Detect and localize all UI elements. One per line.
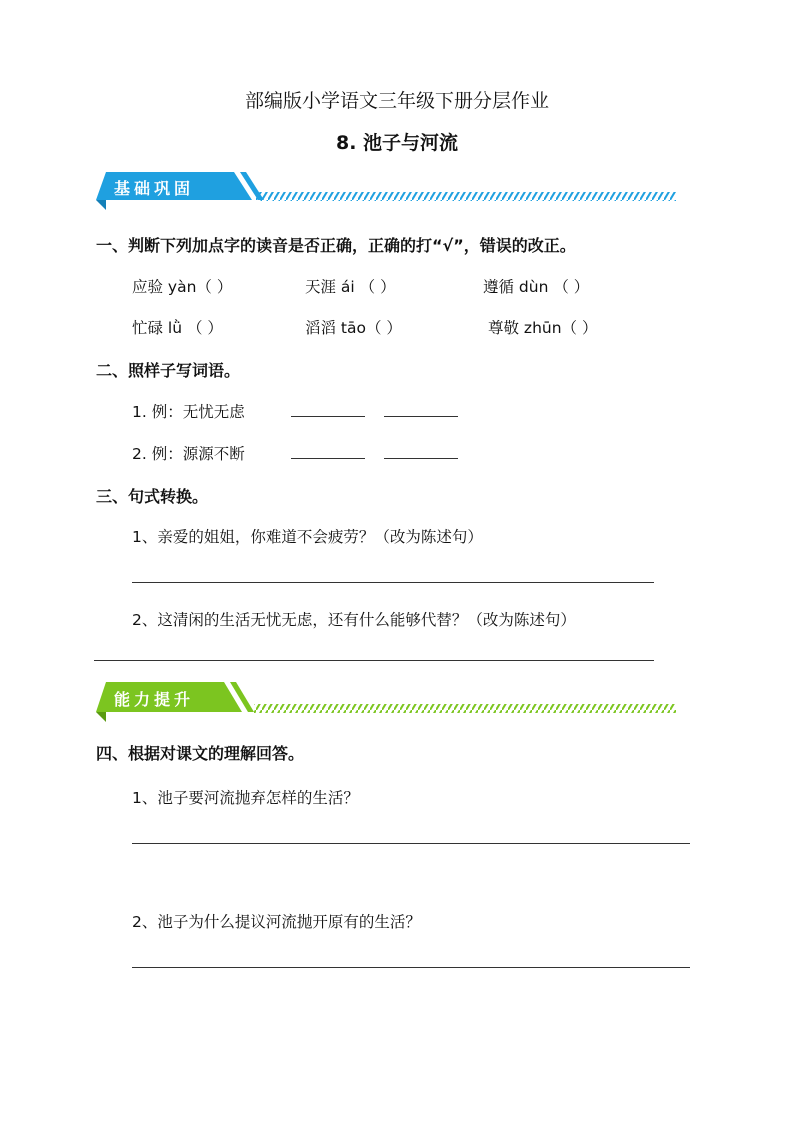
pinyin-item: 遵循 dùn （ ） xyxy=(483,278,590,296)
word-example-2: 2. 例：源源不断 xyxy=(132,445,245,463)
comprehension-item-2: 2、池子为什么提议河流抛开原有的生活？ xyxy=(132,913,421,931)
question-4-heading: 四、根据对课文的理解回答。 xyxy=(96,744,305,763)
pinyin-item: 应验 yàn（ ） xyxy=(132,278,233,296)
pinyin-item: 忙碌 lǜ （ ） xyxy=(132,319,223,337)
answer-blank[interactable] xyxy=(291,458,365,459)
answer-blank[interactable] xyxy=(384,458,458,459)
section-label-basic: 基础巩固 xyxy=(114,179,195,198)
answer-line[interactable] xyxy=(94,660,654,661)
section-banner-advanced xyxy=(94,680,684,724)
answer-line[interactable] xyxy=(132,582,654,583)
answer-blank[interactable] xyxy=(291,416,365,417)
sentence-item-1: 1、亲爱的姐姐，你难道不会疲劳？（改为陈述句） xyxy=(132,528,483,546)
section-label-advanced: 能力提升 xyxy=(114,690,195,709)
pinyin-item: 尊敬 zhūn（ ） xyxy=(488,319,598,337)
word-example-1: 1. 例：无忧无虑 xyxy=(132,403,245,421)
question-3-heading: 三、句式转换。 xyxy=(96,487,209,506)
answer-blank[interactable] xyxy=(384,416,458,417)
section-banner-basic xyxy=(94,170,684,214)
pinyin-item: 滔滔 tāo（ ） xyxy=(305,319,402,337)
sentence-item-2: 2、这清闲的生活无忧无虑，还有什么能够代替？（改为陈述句） xyxy=(132,611,576,629)
comprehension-item-1: 1、池子要河流抛弃怎样的生活？ xyxy=(132,789,359,807)
answer-line[interactable] xyxy=(132,843,690,844)
question-1-heading: 一、判断下列加点字的读音是否正确，正确的打“√”，错误的改正。 xyxy=(96,236,576,255)
lesson-title: 8. 池子与河流 xyxy=(335,132,459,154)
pinyin-item: 天涯 ái （ ） xyxy=(305,278,396,296)
document-title: 部编版小学语文三年级下册分层作业 xyxy=(244,90,549,112)
answer-line[interactable] xyxy=(132,967,690,968)
question-2-heading: 二、照样子写词语。 xyxy=(96,361,241,380)
